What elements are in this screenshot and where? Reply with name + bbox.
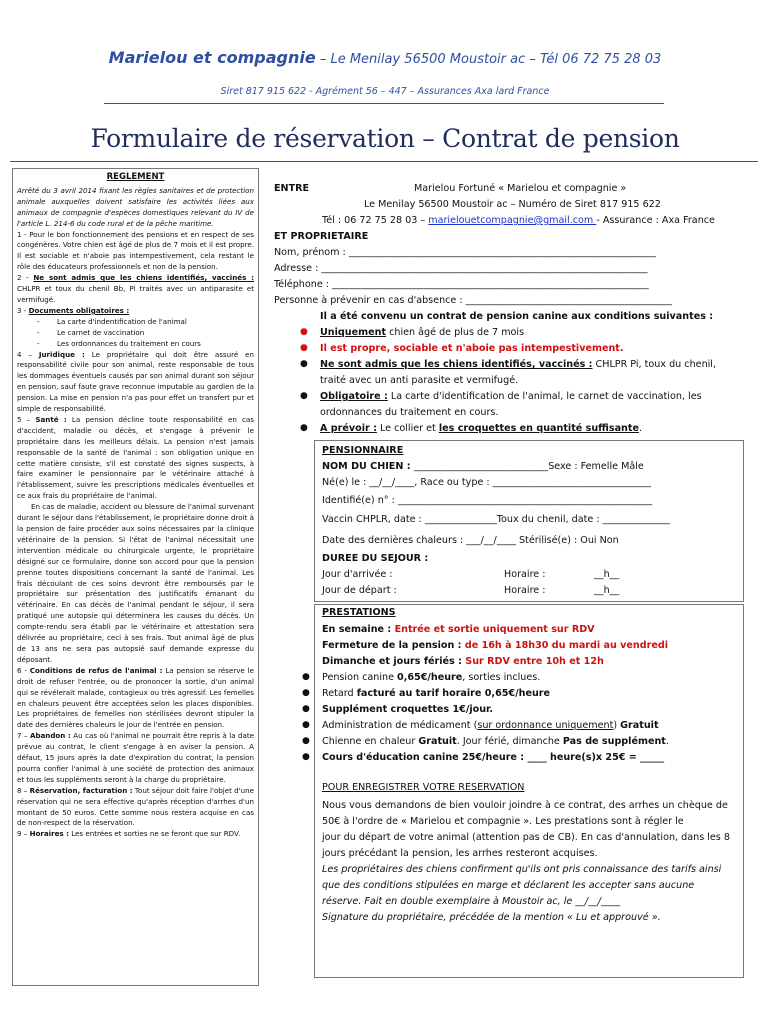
condition-item-continued: ordonnances du traitement en cours. [320, 407, 499, 418]
rule-1: 1 - Pour le bon fonctionnement des pensions et en respect de ses congénères. Votre chien est âgé de plus de 7 mois et il est propre. Il est sociable et n'aboie pas intempestivement, cela restant le rôle des éducateurs professionnels et non de la pension. [17, 229, 254, 272]
boarder-heading: PENSIONNAIRE [322, 445, 404, 456]
phone-field[interactable]: Téléphone : __________________________________________________________________ [274, 279, 649, 290]
rule-3: 3 - Documents obligatoires : [17, 305, 130, 315]
rules-heading: REGLEMENT [106, 172, 165, 182]
service-item: ● Retard facturé au tarif horaire 0,65€/heure [302, 688, 551, 699]
rule-5-continued: En cas de maladie, accident ou blessure de l'animal survenant durant le séjour dans l'établissement, le propriétaire donne droit à la pension de faire procéder aux soins nécessaires par la clinique vétérinaire de la pension. Si l'état de l'animal nécessitait une intervention médicale ou chirurgicale urgente, le propriétaire désigné sur ce formulaire, donne son accord pour que la pension prenne toutes dispositions concernant la santé de l'animal. Les frais découlant de ces soins devront être remboursés par le propriétaire sur présentation des justificatifs émanant du vétérinaire. En cas décès de l'animal pendant le séjour, il sera pratiqué une autopsie qui déterminera les causes du décès. Un compte-rendu sera établi par le vétérinaire et attestation sera délivrée au propriétaire, ceci à ses frais. Tout animal âgé de plus de 13 ans ne sera pas autopsié sauf demande expresse du déposant. [17, 502, 254, 664]
booking-text: Nous vous demandons de bien vouloir joindre à ce contrat, des arrhes un chèque de [322, 800, 728, 811]
header-divider [104, 103, 664, 104]
rule-5: 5 – Santé : La pension décline toute responsabilité en cas d'accident, maladie ou décès, et s'engage à prévenir le propriétaire dans les meilleurs délais. La pension n'est jamais responsable de la santé de l'animal : son obligation unique en cette matière consiste, s'il est constaté des signes suspects, à faire examiner le pensionnaire par le vétérinaire attaché à l'établissement, suivre les prescriptions médicales éventuelles et ce aux frais du propriétaire de l'animal. [17, 414, 254, 501]
booking-confirmation: que des conditions stipulées en marge et déclarent les accepter sans aucune [322, 880, 695, 891]
arrival-time-label: Horaire : [504, 569, 546, 580]
booking-date-field[interactable]: réserve. Fait en double exemplaire à Moustoir ac, le __/__/____ [322, 896, 621, 907]
service-item-training[interactable]: ● Cours d'éducation canine 25€/heure : ____ heure(s)x 25€ = _____ [302, 752, 665, 763]
vaccination-field[interactable]: Vaccin CHPLR, date : _______________Toux du chenil, date : ______________ [322, 514, 670, 525]
services-heading: PRESTATIONS [322, 607, 396, 618]
arrival-time-field[interactable]: __h__ [594, 569, 620, 580]
rule-6: 6 - Conditions de refus de l'animal : La pension se réserve le droit de refuser l'entrée, ou de prononcer la sortie, d'un animal qui se révélerait malade, contagieux ou très agressif. Les femelles en chaleurs peuvent être acceptées selon les places disponibles. Les propriétaires de femelles non stérilisées devront stipuler la date des dernières chaleurs le jour de l'entrée en pension. [17, 665, 254, 730]
rule-2-title: Ne sont admis que les chiens identifiés, vaccinés : [33, 273, 254, 283]
rule-8: 8 – Réservation, facturation : Tout séjour doit faire l'objet d'une réservation qui ne sera effective qu'après réception d'arrhes d'un montant de 50 euros. Cette somme nous restera acquise en cas de non-respect de la réservation. [17, 785, 254, 828]
condition-item: ● A prévoir : Le collier et les croquettes en quantité suffisante. [300, 423, 643, 434]
entre-label: ENTRE [274, 183, 310, 194]
address-field[interactable]: Adresse : ____________________________________________________________________ [274, 263, 648, 274]
email-link[interactable]: marielouetcompagnie@gmail.com [428, 215, 597, 226]
service-item: ● Supplément croquettes 1€/jour. [302, 704, 494, 715]
heat-sterilized-field[interactable]: Date des dernières chaleurs : ___/__/____ Stérilisé(e) : Oui Non [322, 535, 619, 546]
condition-item: ● Uniquement chien âgé de plus de 7 mois [300, 327, 525, 338]
identification-field[interactable]: Identifié(e) n° : _____________________________________________________ [322, 495, 653, 506]
rules-panel [12, 168, 259, 986]
rule-9: 9 – Horaires : Les entrées et sorties ne se feront que sur RDV. [17, 829, 241, 839]
birth-breed-field[interactable]: Né(e) le : __/__/____, Race ou type : _________________________________ [322, 477, 651, 488]
dog-name-field[interactable]: NOM DU CHIEN : ____________________________Sexe : Femelle Mâle [322, 461, 644, 472]
condition-item: ● Obligatoire : La carte d'identification de l'animal, le carnet de vaccination, les [300, 391, 702, 402]
rule-3-item: - Les ordonnances du traitement en cours [17, 339, 254, 350]
page-title: Formulaire de réservation – Contrat de pension [90, 124, 680, 153]
departure-day-field[interactable]: Jour de départ : [322, 585, 397, 596]
name-field[interactable]: Nom, prénom : ________________________________________________________________ [274, 247, 656, 258]
condition-item: ● Il est propre, sociable et n'aboie pas intempestivement. [300, 343, 624, 354]
proprietaire-label: ET PROPRIETAIRE [274, 231, 369, 242]
arrival-day-field[interactable]: Jour d'arrivée : [322, 569, 393, 580]
rule-7: 7 – Abandon : Au cas où l'animal ne pourrait être repris à la date prévue au contrat, le client s'engage à en aviser la pension. A défaut, 15 jours après la date d'expiration du contrat, la pension pourra confier l'animal à une société de protection des animaux et tous les suppléments seront à la charge du propriétaire. [17, 731, 254, 784]
emergency-contact-field[interactable]: Personne à prévenir en cas d'absence : ___________________________________________ [274, 295, 672, 306]
title-divider [10, 161, 758, 162]
booking-text: 50€ à l'ordre de « Marielou et compagnie ». Les prestations sont à régler le [322, 816, 684, 827]
stay-duration-heading: DUREE DU SEJOUR : [322, 553, 429, 564]
closing-hours: Fermeture de la pension : de 16h à 18h30 du mardi au vendredi [322, 640, 669, 651]
owner-company: Marielou Fortuné « Marielou et compagnie » [414, 183, 627, 194]
booking-text: jour du départ de votre animal (attention pas de CB). En cas d'annulation, dans les 8 [322, 832, 730, 843]
conditions-heading: Il a été convenu un contrat de pension canine aux conditions suivantes : [320, 311, 714, 322]
booking-confirmation: Les propriétaires des chiens confirment qu'ils ont pris connaissance des tarifs ainsi [322, 864, 722, 875]
owner-address: Le Menilay 56500 Moustoir ac – Numéro de Siret 817 915 622 [364, 199, 661, 210]
condition-item-continued: traité avec un anti parasite et vermifugé. [320, 375, 519, 386]
owner-contact: Tél : 06 72 75 28 03 – marielouetcompagnie@gmail.com - Assurance : Axa France [322, 215, 715, 226]
company-registration: Siret 817 915 622 - Agrément 56 – 447 – Assurances Axa lard France [220, 86, 550, 97]
company-address: – Le Menilay 56500 Moustoir ac – Tél 06 72 75 28 03 [315, 52, 662, 67]
departure-time-label: Horaire : [504, 585, 546, 596]
rule-3-title: Documents obligatoires : [28, 305, 130, 315]
company-header [0, 48, 770, 67]
service-item: ● Administration de médicament (sur ordonnance uniquement) Gratuit [302, 720, 659, 731]
sunday-hours: Dimanche et jours fériés : Sur RDV entre 10h et 12h [322, 656, 604, 667]
rule-4: 4 – Juridique : Le propriétaire qui doit être assuré en responsabilité civile pour son animal, reste responsable de tous les dommages éventuels causés par son animal durant son séjour en pension, sauf faute grave reconnue imputable au gardien de la pension. La mise en pension n'a pas pour effet un transfert pur et simple de responsabilité. [17, 349, 254, 414]
departure-time-field[interactable]: __h__ [594, 585, 620, 596]
condition-item: ● Ne sont admis que les chiens identifiés, vaccinés : CHLPR Pi, toux du chenil, [300, 359, 717, 370]
signature-line[interactable]: Signature du propriétaire, précédée de la mention « Lu et approuvé ». [322, 912, 661, 923]
rules-intro: Arrêté du 3 avril 2014 fixant les règles sanitaires et de protection animale auxquelles doivent satisfaire les activités liées aux animaux de compagnie d'espèces domestiques relevant du IV de l'article L. 214-6 du code rural et de la pêche maritime. [17, 185, 254, 228]
company-name: Marielou et compagnie [108, 48, 316, 67]
service-item: ● Chienne en chaleur Gratuit. Jour férié, dimanche Pas de supplément. [302, 736, 669, 747]
booking-text: jours précédant la pension, les arrhes resteront acquises. [322, 848, 598, 859]
weekday-hours: En semaine : Entrée et sortie uniquement sur RDV [322, 624, 595, 635]
rule-3-item: - Le carnet de vaccination [17, 328, 254, 339]
rule-3-item: - La carte d'indentification de l'animal [17, 317, 254, 328]
rule-2: 2 - Ne sont admis que les chiens identifiés, vaccinés : CHLPR et toux du chenil Bb, Pi traités avec un antiparasite et vermifugé. [17, 273, 254, 304]
service-item: ● Pension canine 0,65€/heure, sorties inclues. [302, 672, 541, 683]
booking-heading: POUR ENREGISTRER VOTRE RESERVATION [322, 782, 525, 793]
